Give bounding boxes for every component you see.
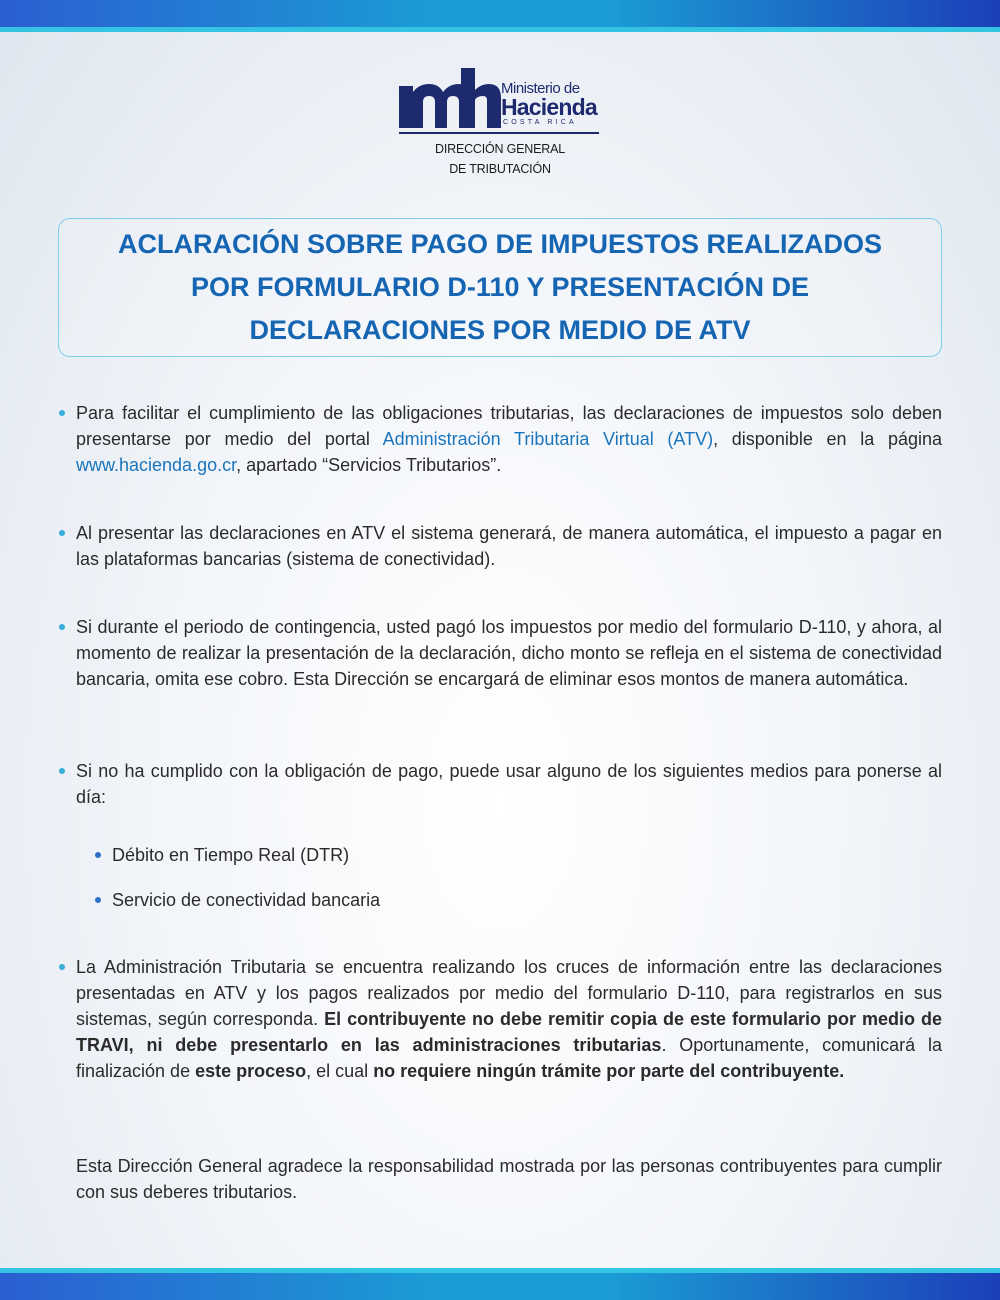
hacienda-website-link[interactable]: www.hacienda.go.cr xyxy=(76,455,237,475)
bullet-dot xyxy=(59,410,65,416)
sub-bullet-dot xyxy=(95,852,101,858)
bullet-item-payment xyxy=(76,758,942,810)
dgt-line-2: DE TRIBUTACIÓN xyxy=(449,162,551,176)
logo-country-text: COSTA RICA xyxy=(503,119,577,126)
title-box xyxy=(58,218,942,357)
paragraph-text: La Administración Tributaria se encuentra realizando los cruces de información entre las declaraciones presentadas en ATV y los pagos realizados por medio del formulario D-110, para registrarlos en sus sistemas, según corresponda. xyxy=(76,957,942,1029)
dgt-line-1: DIRECCIÓN GENERAL xyxy=(435,142,565,156)
closing-paragraph: Esta Dirección General agradece la responsabilidad mostrada por las personas contribuyentes para cumplir con sus deberes tributarios. xyxy=(76,1156,942,1202)
bold-text: El contribuyente no debe remitir copia de este formulario por medio de TRAVI, ni debe presentarlo en las administraciones tributarias xyxy=(76,1009,942,1055)
paragraph-text: , el cual xyxy=(306,1061,374,1081)
paragraph-text: , disponible en la página xyxy=(713,429,942,449)
mh-logo-icon xyxy=(397,66,501,130)
sub-bullet-banking-text: Servicio de conectividad bancaria xyxy=(112,890,381,910)
sub-bullet-dot xyxy=(95,897,101,903)
paragraph-crosscheck xyxy=(76,954,942,1084)
bullet-item-portal xyxy=(76,400,942,478)
bullet-dot xyxy=(59,624,65,630)
paragraph-text: , apartado “Servicios Tributarios”. xyxy=(236,455,502,475)
closing-block xyxy=(76,1153,942,1205)
ministerio-hacienda-logo xyxy=(397,66,603,182)
bullet-dot xyxy=(59,530,65,536)
top-decorative-bar xyxy=(0,0,1000,32)
sub-bullet-banking xyxy=(112,887,380,913)
bold-text: este proceso xyxy=(195,1061,307,1081)
sub-bullet-dtr xyxy=(112,842,349,868)
title-line-1: ACLARACIÓN SOBRE PAGO DE IMPUESTOS REALIZADOS xyxy=(117,229,883,259)
bullet-dot xyxy=(59,768,65,774)
atv-link[interactable]: Administración Tributaria Virtual (ATV) xyxy=(382,429,714,449)
paragraph-payment: Si no ha cumplido con la obligación de pago, puede usar alguno de los siguientes medios para ponerse al día: xyxy=(76,761,942,807)
sub-bullet-dtr-text: Débito en Tiempo Real (DTR) xyxy=(112,845,350,865)
title-line-2: POR FORMULARIO D-110 Y PRESENTACIÓN DE xyxy=(190,272,810,302)
bullet-dot xyxy=(59,964,65,970)
logo-hacienda-text: Hacienda xyxy=(501,94,597,120)
paragraph-text: Para facilitar el cumplimiento de las obligaciones tributarias, las declaraciones de impuestos solo deben presentarse por medio del portal xyxy=(76,403,942,449)
bullet-item-crosscheck xyxy=(76,954,942,1084)
paragraph-text: . Oportunamente, comunicará la finalización de xyxy=(76,1035,942,1081)
paragraph-contingency: Si durante el periodo de contingencia, usted pagó los impuestos por medio del formulario D-110, y ahora, al momento de realizar la presentación de la declaración, dicho monto se refleja en el sistema de conectividad bancaria, omita ese cobro. Esta Dirección se encargará de eliminar esos montos de manera automática. xyxy=(76,617,942,689)
bold-text: no requiere ningún trámite por parte del contribuyente. xyxy=(373,1061,845,1081)
bottom-decorative-bar xyxy=(0,1268,1000,1300)
bullet-item-atv xyxy=(76,520,942,572)
logo-divider xyxy=(399,132,599,134)
logo-ministerio-text: Ministerio de xyxy=(501,80,580,97)
page-title xyxy=(70,223,930,352)
paragraph-portal xyxy=(76,400,942,478)
paragraph-atv: Al presentar las declaraciones en ATV el sistema generará, de manera automática, el impuesto a pagar en las plataformas bancarias (sistema de conectividad). xyxy=(76,523,942,569)
title-line-3: DECLARACIONES POR MEDIO DE ATV xyxy=(249,315,751,345)
bullet-item-contingency xyxy=(76,614,942,692)
